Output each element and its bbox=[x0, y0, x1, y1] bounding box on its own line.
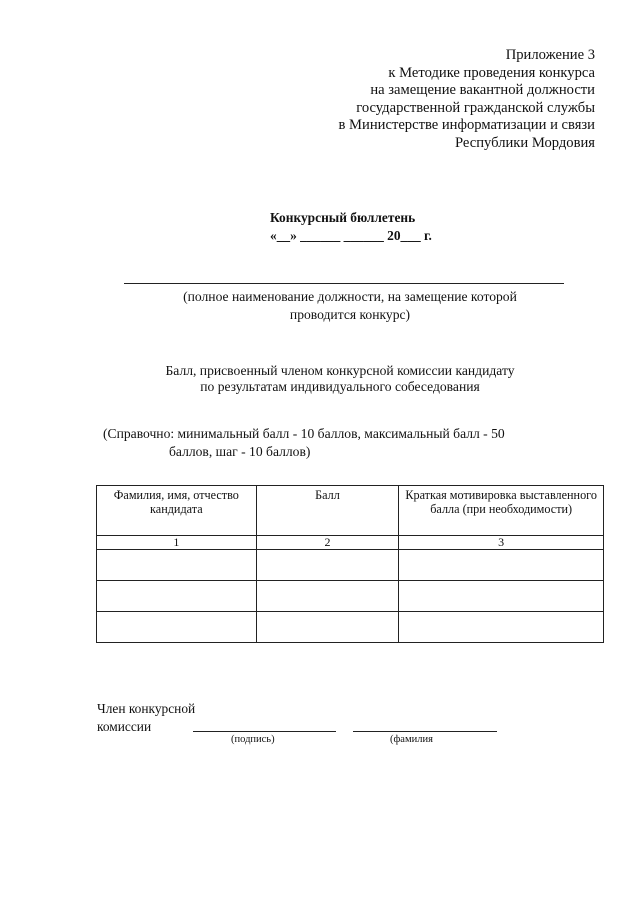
ballot-date-line: «__» ______ ______ 20___ г. bbox=[270, 228, 432, 243]
table-cell[interactable] bbox=[97, 581, 257, 612]
table-cell[interactable] bbox=[97, 612, 257, 643]
appendix-line: на замещение вакантной должности bbox=[370, 82, 595, 99]
member-label-line: комиссии bbox=[97, 719, 152, 734]
header-score: Балл bbox=[256, 486, 399, 536]
surname-caption: (фамилия bbox=[390, 734, 433, 745]
appendix-line: Приложение 3 bbox=[505, 47, 595, 63]
signature-caption: (подпись) bbox=[231, 734, 275, 745]
table-header-row bbox=[97, 486, 604, 536]
table-cell[interactable] bbox=[399, 550, 604, 581]
commission-member-label bbox=[97, 700, 195, 736]
reference-note-line: баллов, шаг - 10 баллов) bbox=[169, 444, 311, 459]
position-name-line bbox=[124, 283, 564, 284]
column-number: 2 bbox=[256, 536, 399, 550]
ballot-table bbox=[96, 485, 604, 643]
score-heading-line: Балл, присвоенный членом конкурсной комиссии кандидату bbox=[165, 363, 515, 378]
position-caption bbox=[150, 288, 550, 324]
position-caption-line: проводится конкурс) bbox=[289, 307, 411, 322]
member-label-line: Член конкурсной bbox=[97, 701, 196, 716]
table-cell[interactable] bbox=[399, 581, 604, 612]
appendix-line: государственной гражданской службы bbox=[356, 99, 595, 116]
table-cell[interactable] bbox=[399, 612, 604, 643]
column-number: 3 bbox=[399, 536, 604, 550]
score-heading bbox=[130, 363, 550, 395]
table-cell[interactable] bbox=[256, 612, 399, 643]
column-number: 1 bbox=[97, 536, 257, 550]
table-column-number-row bbox=[97, 536, 604, 550]
reference-note bbox=[103, 425, 543, 461]
appendix-line: Республики Мордовия bbox=[454, 134, 595, 151]
table-row bbox=[97, 581, 604, 612]
table-row bbox=[97, 550, 604, 581]
ballot-title: Конкурсный бюллетень bbox=[270, 210, 416, 225]
appendix-block bbox=[255, 47, 595, 153]
table-cell[interactable] bbox=[256, 581, 399, 612]
signature-line bbox=[193, 731, 336, 732]
table-row bbox=[97, 612, 604, 643]
header-candidate-name: Фамилия, имя, отчество кандидата bbox=[97, 486, 257, 536]
table-cell[interactable] bbox=[256, 550, 399, 581]
appendix-line: к Методике проведения конкурса bbox=[388, 64, 595, 81]
header-motivation: Краткая мотивировка выставленного балла (при необходимости) bbox=[399, 486, 604, 536]
position-caption-line: (полное наименование должности, на замещение которой bbox=[183, 289, 517, 304]
reference-note-line: (Справочно: минимальный балл - 10 баллов, максимальный балл - 50 bbox=[103, 426, 505, 441]
surname-line bbox=[353, 731, 497, 732]
appendix-line: в Министерстве информатизации и связи bbox=[338, 117, 595, 134]
table-cell[interactable] bbox=[97, 550, 257, 581]
score-heading-line: по результатам индивидуального собеседования bbox=[200, 379, 480, 394]
